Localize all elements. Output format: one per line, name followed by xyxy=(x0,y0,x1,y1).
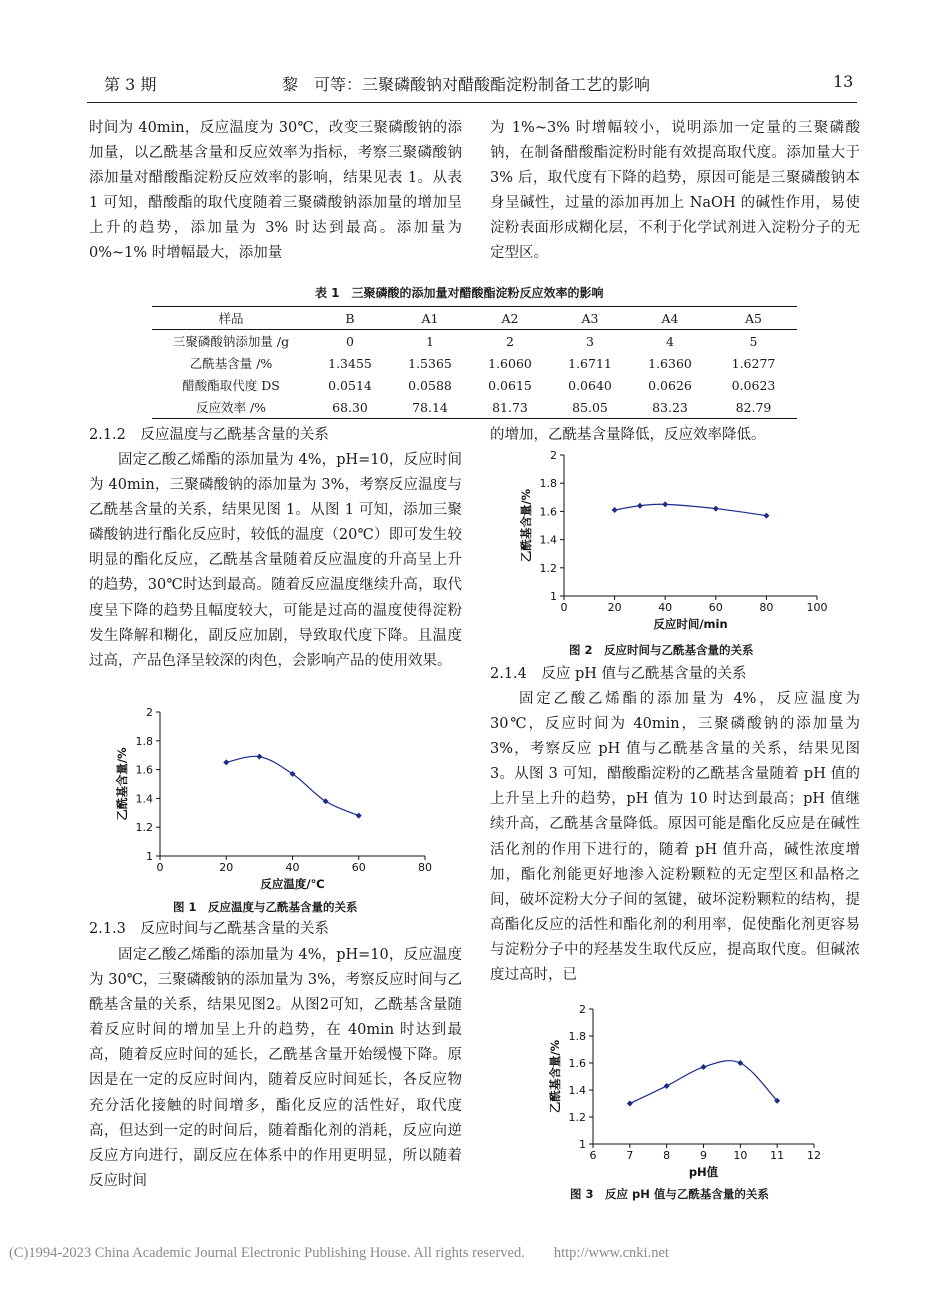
section-heading-2-1-2: 2.1.2 反应温度与乙酰基含量的关系 xyxy=(89,427,329,443)
table-cell: 0.0626 xyxy=(648,377,692,393)
y-tick-label: 1 xyxy=(146,850,153,863)
x-tick-label: 7 xyxy=(626,1149,634,1162)
table-cell: 1.6060 xyxy=(488,355,532,371)
data-point xyxy=(256,754,262,760)
paragraph: 固定乙酸乙烯酯的添加量为 4%，反应温度为 30℃，反应时间为 40min，三聚磷酸钠的添加量为 3%，考察反应 pH 值与乙酰基含量的关系，结果见图 3。从图 3 可知，醋酸酯淀粉的乙酰基含量随着 pH 值的上升呈上升的趋势，pH 值为 10 时达到最高；pH 值继续升高，乙酰基含量降低。原因可能是酯化反应是在碱性活化剂的作用下进行的，随着 pH 值升高，碱性浓度增加，酯化剂能更好地渗入淀粉颗粒的无定型区和晶格之间，破坏淀粉大分子间的氢键，破坏淀粉颗粒的结构，提高酯化反应的活性和酯化剂的利用率，促使酯化剂更容易与淀粉分子中的羟基发生取代反应，提高取代度。但碱浓度过高时，已 xyxy=(490,691,860,984)
table-cell: 81.73 xyxy=(492,399,528,415)
x-tick-label: 20 xyxy=(219,861,234,874)
paragraph: 时间为 40min，反应温度为 30℃，改变三聚磷酸钠的添加量，以乙酰基含量和反应效率为指标，考察三聚磷酸钠添加量对醋酸酯淀粉反应效率的影响，结果见表 1。从表 1 可知，醋酸酯的取代度随着三聚磷酸钠添加量的增加呈上升的趋势，添加量为 3% 时达到最高。添加量为 0%~1% 时增幅最大，添加量 xyxy=(89,120,462,262)
table-cell: 2 xyxy=(506,333,514,349)
y-tick-label: 1.8 xyxy=(568,1030,586,1043)
y-tick-label: 1.2 xyxy=(539,561,557,575)
x-tick-label: 10 xyxy=(733,1149,748,1162)
table-cell: 0.0588 xyxy=(408,377,452,393)
section-heading-2-1-3: 2.1.3 反应时间与乙酰基含量的关系 xyxy=(89,921,329,937)
table-header-cell: A1 xyxy=(421,310,439,326)
y-tick-label: 1.4 xyxy=(568,1084,586,1097)
table-cell: 1.6711 xyxy=(568,355,612,371)
x-axis-label: 反应温度/℃ xyxy=(260,877,325,891)
table-cell: 1.3455 xyxy=(328,355,372,371)
data-point xyxy=(713,506,719,512)
table-cell: 85.05 xyxy=(572,399,608,415)
table-cell: 1.6277 xyxy=(731,355,776,371)
table-cell: 1.5365 xyxy=(408,355,452,371)
table-row xyxy=(152,330,797,353)
section-heading-2-1-4: 2.1.4 反应 pH 值与乙酰基含量的关系 xyxy=(490,666,747,682)
x-tick-label: 0 xyxy=(560,601,568,614)
data-point xyxy=(763,513,769,519)
table-cell: 5 xyxy=(749,333,758,349)
table-cell: 83.23 xyxy=(652,399,688,415)
y-tick-label: 1.6 xyxy=(135,763,153,777)
data-point xyxy=(664,1083,670,1089)
figure-3-caption: 图 3 反应 pH 值与乙酰基含量的关系 xyxy=(570,1187,769,1201)
x-tick-label: 80 xyxy=(418,861,432,874)
table-header-cell: A4 xyxy=(661,310,679,326)
x-tick-label: 11 xyxy=(770,1149,785,1162)
y-tick-label: 2 xyxy=(579,1003,586,1016)
data-point xyxy=(627,1101,633,1107)
y-tick-label: 1.8 xyxy=(135,734,153,748)
section-2-1-3-text xyxy=(89,943,462,1194)
table-cell: 78.14 xyxy=(412,399,448,415)
figure-2-caption: 图 2 反应时间与乙酰基含量的关系 xyxy=(569,643,754,657)
x-tick-label: 12 xyxy=(807,1149,821,1162)
table-caption: 表 1 三聚磷酸的添加量对醋酸酯淀粉反应效率的影响 xyxy=(315,286,604,300)
table-cell: 68.30 xyxy=(332,399,368,415)
y-tick-label: 2 xyxy=(550,449,557,462)
data-point xyxy=(223,759,229,765)
header-rule xyxy=(87,102,857,103)
y-tick-label: 2 xyxy=(146,706,153,719)
figure-3-chart xyxy=(513,1001,853,1186)
section-2-1-2-text xyxy=(89,448,462,674)
x-tick-label: 20 xyxy=(607,601,622,614)
table-row xyxy=(152,374,797,396)
copyright-footer: (C)1994-2023 China Academic Journal Electronic Publishing House. All rights reserved. http://www.cnki.net xyxy=(9,1245,669,1261)
y-axis-label: 乙酰基含量/% xyxy=(519,488,533,563)
right-top-text xyxy=(490,116,860,267)
journal-issue: 第 3 期 xyxy=(104,75,157,94)
x-tick-label: 80 xyxy=(759,601,774,614)
table-cell: 0.0615 xyxy=(488,377,532,393)
page-number: 13 xyxy=(833,72,854,91)
y-tick-label: 1.2 xyxy=(568,1111,586,1124)
table-row xyxy=(152,396,797,419)
table-cell: 乙酰基含量 /% xyxy=(189,356,273,371)
x-tick-label: 60 xyxy=(351,861,366,874)
data-point xyxy=(662,501,668,507)
figure-2-chart xyxy=(512,445,852,635)
table-1 xyxy=(152,306,797,419)
table-cell: 三聚磷酸钠添加量 /g xyxy=(172,334,290,349)
y-tick-label: 1.6 xyxy=(568,1057,586,1070)
table-row xyxy=(152,352,797,374)
paragraph: 的增加，乙酰基含量降低，反应效率降低。 xyxy=(490,427,766,443)
table-cell: 1.6360 xyxy=(648,355,692,371)
x-tick-label: 9 xyxy=(700,1149,707,1162)
y-axis-label: 乙酰基含量/% xyxy=(548,1039,562,1114)
x-tick-label: 40 xyxy=(658,601,673,614)
table-header-row xyxy=(152,307,797,330)
figure-1-chart xyxy=(108,702,448,892)
x-tick-label: 100 xyxy=(806,601,828,614)
x-axis-label: pH值 xyxy=(688,1165,719,1179)
x-tick-label: 8 xyxy=(663,1149,671,1162)
data-point xyxy=(637,503,643,509)
x-tick-label: 0 xyxy=(156,861,164,874)
table-cell: 0.0640 xyxy=(568,377,612,393)
table-cell: 醋酸酯取代度 DS xyxy=(182,378,280,393)
table-cell: 0.0514 xyxy=(328,377,372,393)
table-header-cell: 样品 xyxy=(218,311,244,326)
y-tick-label: 1 xyxy=(550,590,557,603)
section-2-1-4-text xyxy=(490,687,860,988)
data-point xyxy=(356,813,362,819)
series-line xyxy=(226,756,359,815)
table-cell: 0 xyxy=(346,333,354,349)
table-cell: 3 xyxy=(586,333,594,349)
table-cell: 反应效率 /% xyxy=(195,400,267,415)
table-header-cell: A5 xyxy=(745,310,762,326)
paragraph: 固定乙酸乙烯酯的添加量为 4%，pH=10，反应温度为 30℃，三聚磷酸钠的添加量为 3%，考察反应时间与乙酰基含量的关系，结果见图2。从图2可知，乙酰基含量随着反应时间的增加呈上升的趋势，在 40min 时达到最高，随着反应时间的延长，乙酰基含量开始缓慢下降。原因是在一定的反应时间内，随着反应时间延长，各反应物充分活化接触的时间增多，酯化反应的活性好，取代度高，但达到一定的时间后，随着酯化剂的消耗，反应向逆反应方向进行，副反应在体系中的作用更明显，所以随着反应时间 xyxy=(89,947,462,1189)
x-tick-label: 40 xyxy=(285,861,300,874)
table-cell: 0.0623 xyxy=(731,377,776,393)
x-tick-label: 6 xyxy=(589,1149,597,1162)
figure-1-caption: 图 1 反应温度与乙酰基含量的关系 xyxy=(173,900,358,914)
y-tick-label: 1.4 xyxy=(539,533,557,547)
x-axis-label: 反应时间/min xyxy=(653,617,728,631)
table-cell: 82.79 xyxy=(735,399,772,415)
y-tick-label: 1.8 xyxy=(539,477,557,491)
table-header-cell: A3 xyxy=(581,310,599,326)
table-header-cell: B xyxy=(345,310,355,326)
data-point xyxy=(737,1060,743,1066)
data-point xyxy=(701,1064,707,1070)
data-point xyxy=(612,507,618,513)
x-tick-label: 60 xyxy=(708,601,723,614)
table-cell: 4 xyxy=(666,333,674,349)
y-tick-label: 1 xyxy=(579,1138,586,1151)
y-tick-label: 1.2 xyxy=(135,821,153,835)
table-header-cell: A2 xyxy=(501,310,519,326)
paragraph: 为 1%~3% 时增幅较小，说明添加一定量的三聚磷酸钠，在制备醋酸酯淀粉时能有效提高取代度。添加量大于 3% 后，取代度有下降的趋势，原因可能是三聚磷酸钠本身呈碱性，过量的添加再加上 NaOH 的碱性作用，易使淀粉表面形成糊化层，不利于化学试剂进入淀粉分子的无定型区。 xyxy=(490,120,860,262)
running-title: 黎 可等：三聚磷酸钠对醋酸酯淀粉制备工艺的影响 xyxy=(282,75,651,94)
y-axis-label: 乙酰基含量/% xyxy=(115,747,129,821)
y-tick-label: 1.4 xyxy=(135,792,153,806)
y-tick-label: 1.6 xyxy=(539,505,557,519)
table-cell: 1 xyxy=(426,333,434,349)
left-top-text xyxy=(89,116,462,267)
paragraph: 固定乙酸乙烯酯的添加量为 4%，pH=10，反应时间为 40min，三聚磷酸钠的添加量为 3%，考察反应温度与乙酰基含量的关系，结果见图 1。从图 1 可知，添加三聚磷酸钠进行酯化反应时，较低的温度（20℃）即可发生较明显的酯化反应，乙酰基含量随着反应温度的升高呈上升的趋势，30℃时达到最高。随着反应温度继续升高，取代度呈下降的趋势且幅度较大，可能是过高的温度使得淀粉发生降解和糊化，副反应加剧，导致取代度下降。且温度过高，产品色泽呈较深的肉色，会影响产品的使用效果。 xyxy=(89,452,462,669)
